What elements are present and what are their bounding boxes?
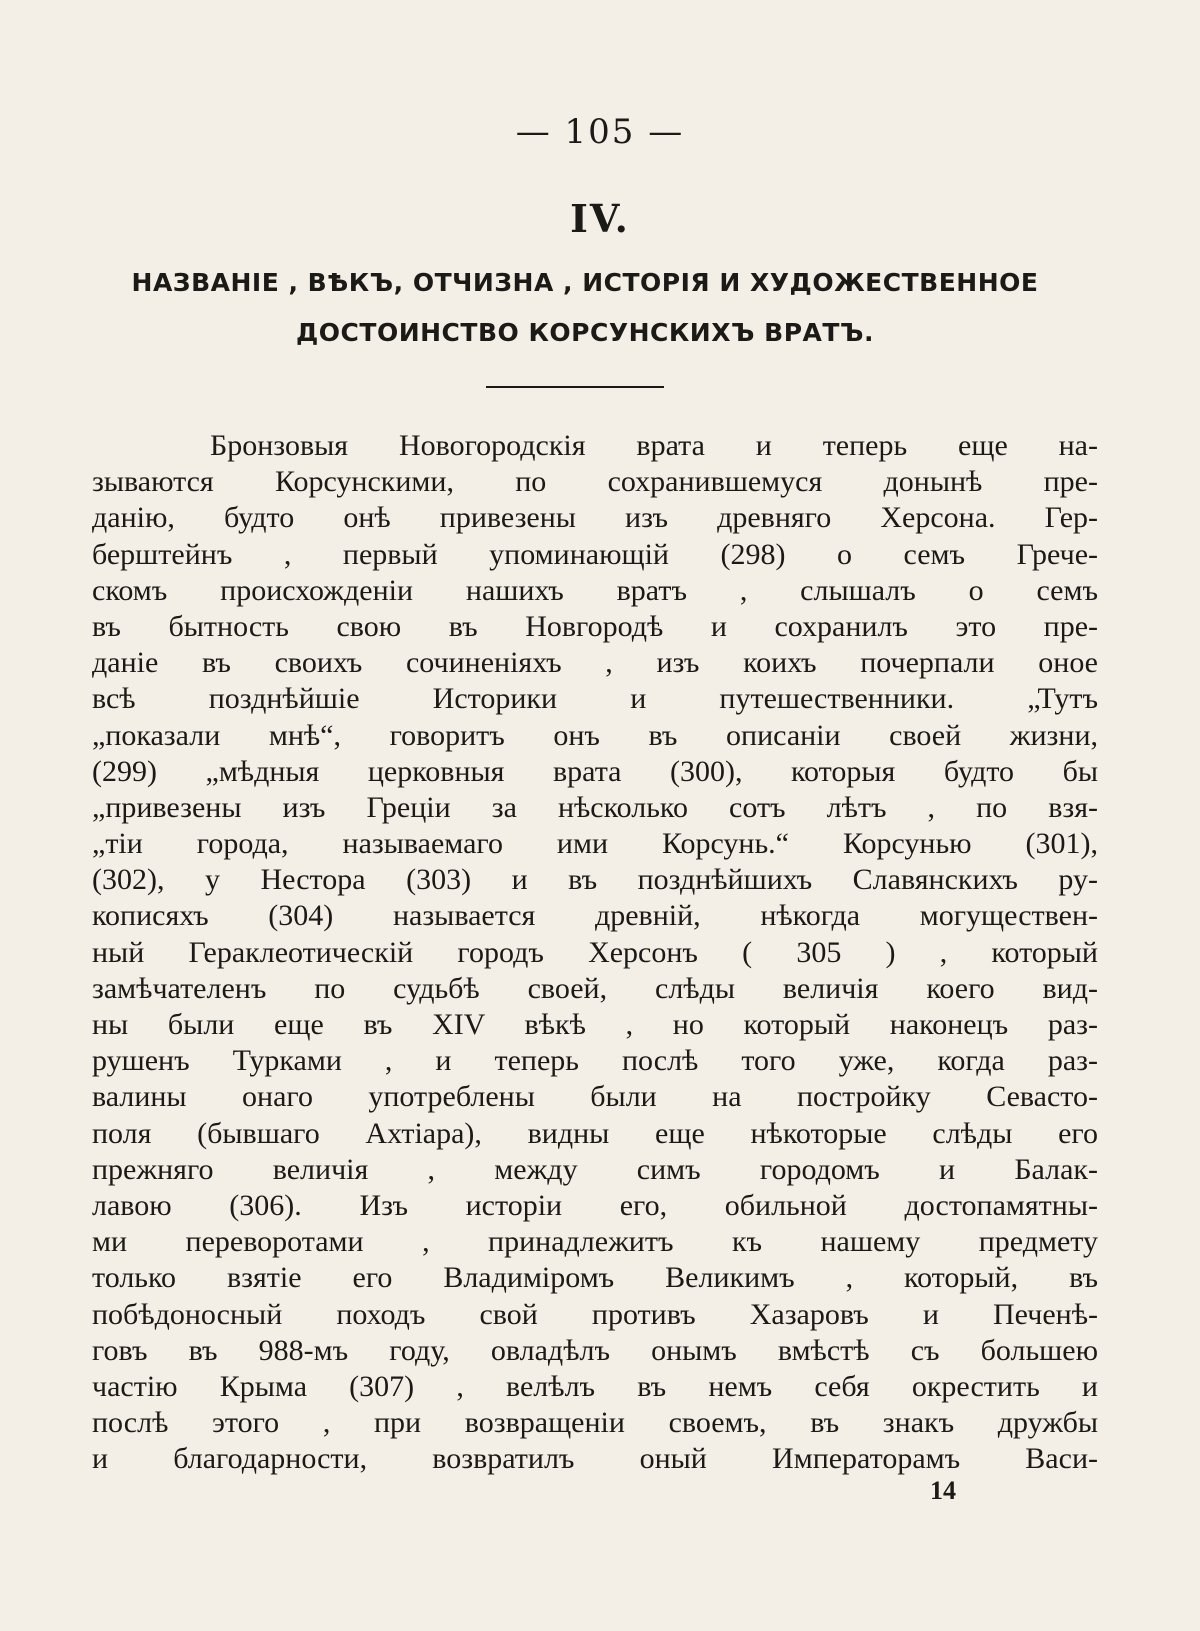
body-line: валины онаго употреблены были на постройку Севасто-: [92, 1080, 1098, 1114]
body-line: только взятiе его Владимiромъ Великимъ , который, въ: [92, 1261, 1098, 1295]
body-line: (299) „мѣдныя церковныя врата (300), которыя будто бы: [92, 754, 1098, 788]
chapter-number: IV.: [570, 196, 630, 241]
body-line: ми переворотами , принадлежитъ къ нашему предмету: [92, 1225, 1098, 1259]
body-line: скомъ происхожденiи нашихъ вратъ , слышалъ о семъ: [92, 573, 1098, 607]
body-line: побѣдоносный походъ свой противъ Хазаровъ и Печенѣ-: [92, 1297, 1098, 1331]
body-line: всѣ позднѣйшiе Историки и путешественники. „Тутъ: [92, 682, 1098, 716]
body-line: (302), у Нестора (303) и въ позднѣйшихъ Славянскихъ ру-: [92, 863, 1098, 897]
body-line: лавою (306). Изъ исторiи его, обильной достопамятны-: [92, 1188, 1098, 1222]
body-line: прежняго величiя , между симъ городомъ и Балак-: [92, 1152, 1098, 1186]
body-line: зываются Корсунскими, по сохранившемуся донынѣ пре-: [92, 465, 1098, 499]
signature-mark: 14: [930, 1476, 956, 1505]
heading-divider: [486, 386, 664, 388]
body-line: рушенъ Турками , и теперь послѣ того уже, когда раз-: [92, 1044, 1098, 1078]
body-line: ный Гераклеотическiй городъ Херсонъ ( 305 ) , который: [92, 935, 1098, 969]
body-line: ны были еще въ XIV вѣкѣ , но который наконецъ раз-: [92, 1008, 1098, 1041]
body-line: „показали мнѣ“, говоритъ онъ въ описанiи своей жизни,: [92, 718, 1098, 752]
body-line: „привезены изъ Грецiи за нѣсколько сотъ лѣтъ , по взя-: [92, 790, 1098, 824]
chapter-heading-line-1: НАЗВАНIЕ , ВѢКЪ, ОТЧИЗНА , ИСТОРIЯ И ХУДОЖЕСТВЕННОЕ: [131, 268, 1039, 297]
body-line: поля (бывшаго Ахтiара), видны еще нѣкоторые слѣды его: [92, 1116, 1098, 1150]
body-line: замѣчателенъ по судьбѣ своей, слѣды величiя коего вид-: [92, 971, 1098, 1005]
body-line: данiе въ своихъ сочиненiяхъ , изъ коихъ почерпали оное: [92, 646, 1098, 680]
body-line: послѣ этого , при возвращенiи своемъ, въ знакъ дружбы: [92, 1406, 1098, 1440]
page-number: — 105 —: [515, 112, 685, 152]
body-line: кописяхъ (304) называется древнiй, нѣкогда могуществен-: [92, 899, 1098, 933]
body-line: и благодарности, возвратилъ оный Императорамъ Васи-: [92, 1442, 1098, 1476]
chapter-heading-line-2: ДОСТОИНСТВО КОРСУНСКИХЪ ВРАТЪ.: [296, 318, 874, 347]
body-line: говъ въ 988-мъ году, овладѣлъ онымъ вмѣстѣ съ большею: [92, 1333, 1098, 1367]
body-line: „тiи города, называемаго ими Корсунь.“ Корсунью (301),: [92, 827, 1098, 861]
body-line: берштейнъ , первый упоминающiй (298) о семъ Грече-: [92, 537, 1098, 571]
body-text: [92, 428, 1098, 1477]
body-line: въ бытность свою въ Новгородѣ и сохранилъ это пре-: [92, 609, 1098, 643]
body-line: данiю, будто онѣ привезены изъ древняго Херсона. Гер-: [92, 501, 1098, 535]
body-line: Бронзовыя Новогородскiя врата и теперь еще на-: [210, 429, 1098, 462]
body-line: частiю Крыма (307) , велѣлъ въ немъ себя окрестить и: [92, 1369, 1098, 1403]
